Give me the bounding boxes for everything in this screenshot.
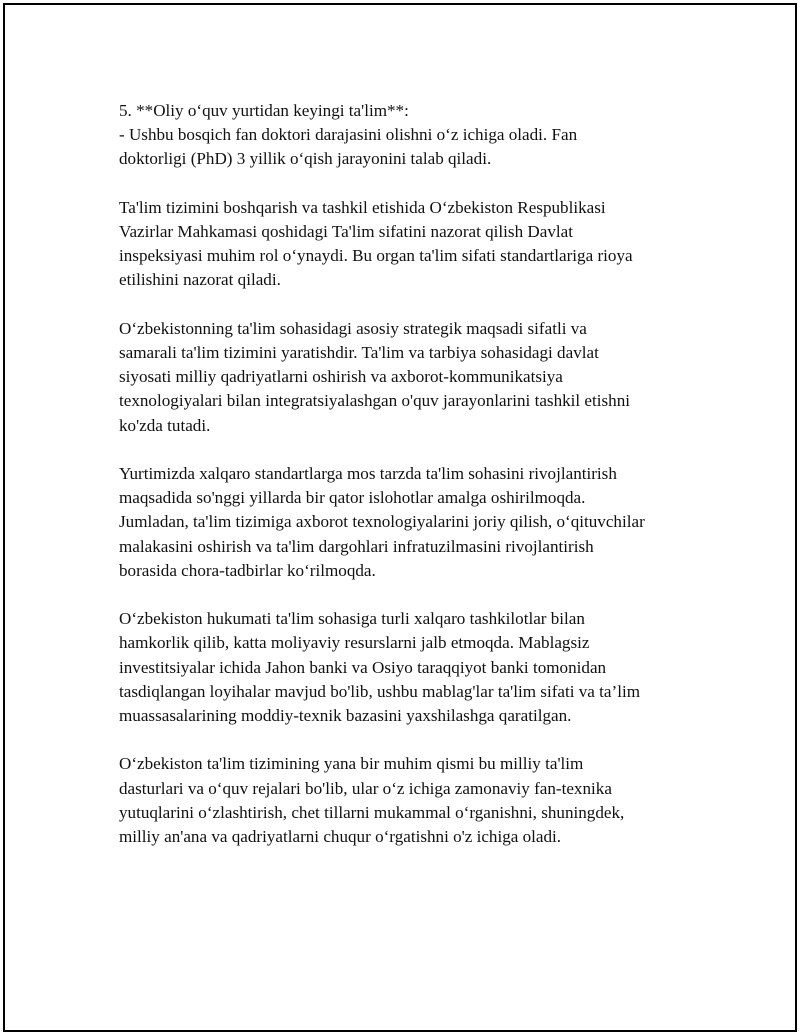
document-body: [119, 99, 719, 873]
page-frame: [3, 3, 797, 1032]
paragraph-national-curricula: O‘zbekiston ta'lim tizimining yana bir muhim qismi bu milliy ta'lim dasturlari va o‘quv rejalari bo'lib, ular o‘z ichiga zamonaviy fan-texnika yutuqlarini o‘zlashtirish, chet tillarni mukammal o‘rganishni, shuningdek, milliy an'ana va qadriyatlarni chuqur o‘rgatishni o'z ichiga oladi.: [119, 754, 625, 847]
paragraph-quality-inspection: Ta'lim tizimini boshqarish va tashkil etishida O‘zbekiston Respublikasi Vazirlar Mahkamasi qoshidagi Ta'lim sifatini nazorat qilish Davlat inspeksiyasi muhim rol o‘ynaydi. Bu organ ta'lim sifati standartlariga rioya etilishini nazorat qiladi.: [119, 197, 633, 290]
paragraph-strategic-goal: O‘zbekistonning ta'lim sohasidagi asosiy strategik maqsadi sifatli va samarali ta'lim tizimini yaratishdir. Ta'lim va tarbiya sohasidagi davlat siyosati milliy qadriyatlarni oshirish va axborot-kommunikatsiya texnologiyalari bilan integratsiyalashgan o'quv jarayonlarini tashkil etishni ko'zda tutadi.: [119, 318, 631, 435]
paragraph-international-cooperation: O‘zbekiston hukumati ta'lim sohasiga turli xalqaro tashkilotlar bilan hamkorlik qilib, katta moliyaviy resurslarni jalb etmoqda. Mablagsiz investitsiyalar ichida Jahon banki va Osiyo taraqqiyot banki tomonidan tasdiqlangan loyihalar mavjud bo'lib, ushbu mablag'lar ta'lim sifati va ta’lim muassasalarining moddiy-texnik bazasini yaxshilashga qaratilgan.: [119, 609, 640, 726]
paragraph-postgraduate-education: 5. **Oliy o‘quv yurtidan keyingi ta'lim**: - Ushbu bosqich fan doktori darajasini olishni o‘z ichiga oladi. Fan doktorligi (PhD) 3 yillik o‘qish jarayonini talab qiladi.: [119, 101, 578, 169]
paragraph-reforms: Yurtimizda xalqaro standartlarga mos tarzda ta'lim sohasini rivojlantirish maqsadida so'nggi yillarda bir qator islohotlar amalga oshirilmoqda. Jumladan, ta'lim tizimiga axborot texnologiyalarini joriy qilish, o‘qituvchilar malakasini oshirish va ta'lim dargohlari infratuzilmasini rivojlantirish borasida chora-tadbirlar ko‘rilmoqda.: [119, 464, 645, 580]
